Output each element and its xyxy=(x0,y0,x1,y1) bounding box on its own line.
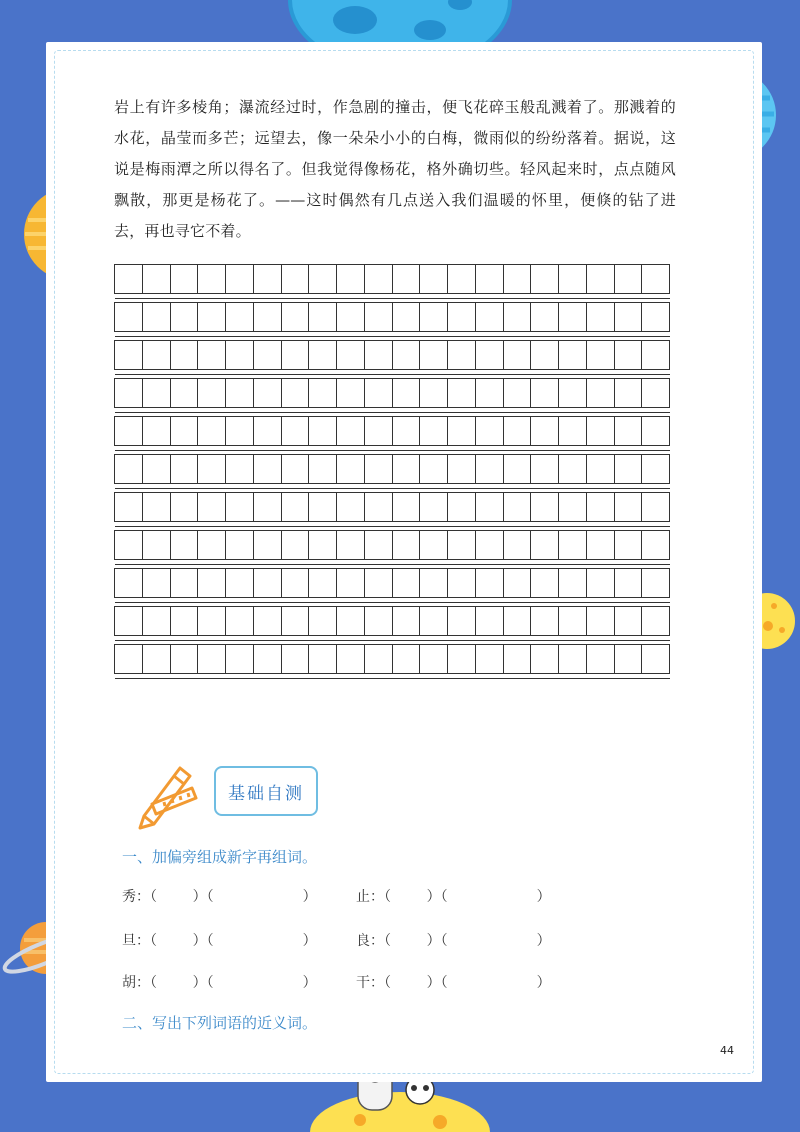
item-xiu[interactable]: 秀：（ ）（ ） xyxy=(122,889,317,905)
grid-row[interactable] xyxy=(114,340,670,370)
section-title-badge: 基础自测 xyxy=(214,766,318,816)
page-number: 44 xyxy=(720,1044,734,1057)
grid-row[interactable] xyxy=(114,416,670,446)
grid-row[interactable] xyxy=(114,454,670,484)
grid-row[interactable] xyxy=(114,492,670,522)
grid-row[interactable] xyxy=(114,606,670,636)
item-hu[interactable]: 胡：（ ）（ ） xyxy=(122,975,317,991)
item-liang[interactable]: 良：（ ）（ ） xyxy=(356,933,551,949)
question-2-title: 二、写出下列词语的近义词。 xyxy=(122,1014,318,1032)
item-dan[interactable]: 旦：（ ）（ ） xyxy=(122,933,317,949)
grid-row[interactable] xyxy=(114,378,670,408)
worksheet-page xyxy=(46,42,762,1082)
question-1-title: 一、加偏旁组成新字再组词。 xyxy=(122,848,318,866)
pencil-ruler-icon xyxy=(130,758,202,830)
grid-row[interactable] xyxy=(114,302,670,332)
grid-row[interactable] xyxy=(114,644,670,674)
item-gan[interactable]: 干：（ ）（ ） xyxy=(356,975,551,991)
grid-row[interactable] xyxy=(114,568,670,598)
grid-row[interactable] xyxy=(114,264,670,294)
writing-grid[interactable] xyxy=(114,264,670,682)
passage-text: 岩上有许多棱角；瀑流经过时，作急剧的撞击，便飞花碎玉般乱溅着了。那溅着的水花，晶莹而多芒；远望去，像一朵朵小小的白梅，微雨似的纷纷落着。据说，这说是梅雨潭之所以得名了。但我觉得像杨花，格外确切些。轻风起来时，点点随风飘散，那更是杨花了。——这时偶然有几点送入我们温暖的怀里，便倏的钻了进去，再也寻它不着。 xyxy=(114,98,676,240)
item-zhi[interactable]: 止：（ ）（ ） xyxy=(356,889,551,905)
grid-row[interactable] xyxy=(114,530,670,560)
